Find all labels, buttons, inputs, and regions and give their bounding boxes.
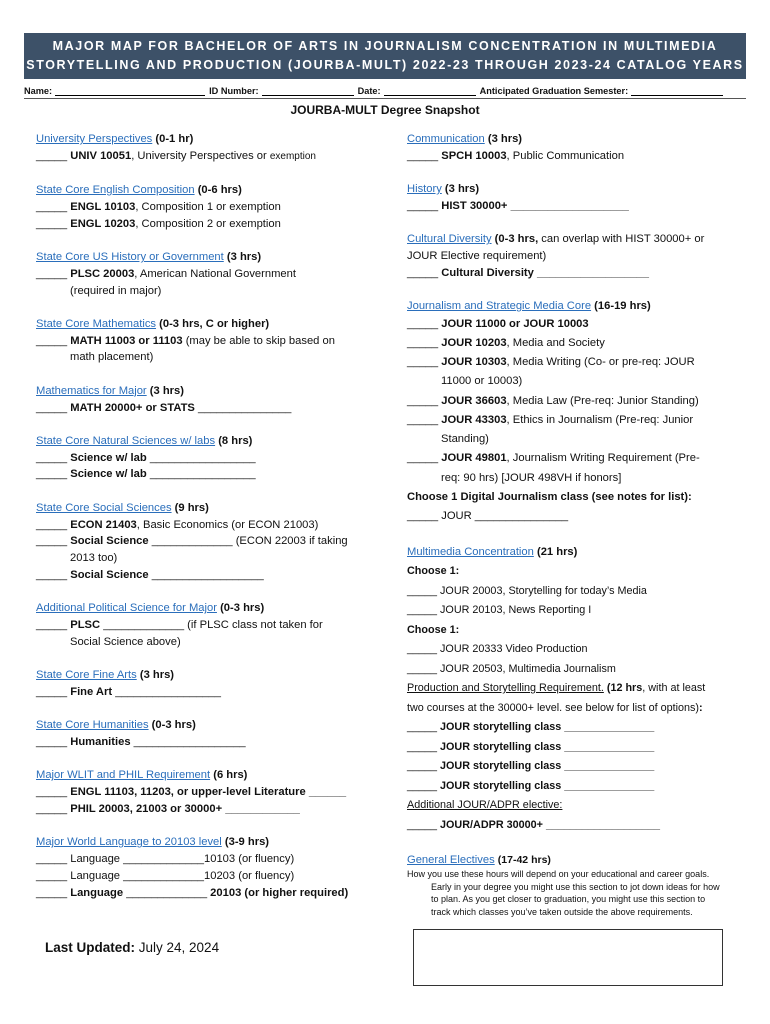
socsci-link[interactable]: State Core Social Sciences <box>36 501 172 514</box>
fill-line: _________________ <box>115 685 221 698</box>
course-desc: , American National Government <box>134 267 296 280</box>
blank: _____ <box>36 535 68 548</box>
core-row-6 <box>407 449 747 468</box>
grad-semester-label: Anticipated Graduation Semester: <box>479 86 629 96</box>
english-link[interactable]: State Core English Composition <box>36 184 195 197</box>
multimedia-link[interactable]: Multimedia Concentration <box>407 545 534 558</box>
finearts-row <box>36 684 376 701</box>
core-row-7 <box>407 507 747 526</box>
humanities-hours: (0-3 hrs) <box>151 719 196 732</box>
multimedia-a2 <box>407 601 747 621</box>
language-hours: (3-9 hrs) <box>224 836 270 849</box>
last-updated-date: July 24, 2024 <box>135 940 220 955</box>
multimedia-a1 <box>407 582 747 602</box>
course-desc: , Journalism Writing Requirement (Pre- <box>506 452 700 465</box>
right-column <box>407 131 747 935</box>
student-info-line <box>24 86 746 99</box>
fill-line: _______________ <box>471 509 569 522</box>
course-desc: JOUR 20003, Storytelling for today’s Media <box>440 584 647 597</box>
course-code: Language <box>70 853 121 865</box>
blank: _____ <box>36 568 68 581</box>
blank: _____ <box>407 721 438 734</box>
section-english-composition <box>36 182 376 232</box>
math-hours: (0-3 hrs, C or higher) <box>159 317 270 330</box>
course-desc: JOUR 20103, News Reporting I <box>440 604 592 617</box>
electives-description <box>407 868 747 918</box>
blank: _____ <box>36 267 68 280</box>
blank: _____ <box>407 818 438 831</box>
blank: _____ <box>36 451 68 464</box>
section-mathematics <box>36 316 376 366</box>
electives-text-1: How you use these hours will depend on your educational and career goals. <box>407 869 710 880</box>
title-banner <box>24 33 746 79</box>
ushistory-row <box>36 266 376 283</box>
core-row-3-cont: 11000 or 10003) <box>441 375 523 388</box>
course-code: Language <box>70 886 124 899</box>
course-code: JOUR 49801 <box>441 452 507 465</box>
last-updated <box>45 940 219 955</box>
natsci-row-1 <box>36 450 376 467</box>
course-desc: , Ethics in Journalism (Pre-req: Junior <box>506 413 694 426</box>
course-code: ENGL 11103, 11203, or upper-level Literature ______ <box>70 786 347 799</box>
course-code: JOUR 10203 <box>441 337 507 350</box>
communication-hours: (3 hrs) <box>487 133 523 145</box>
production-colon: : <box>698 701 703 714</box>
storytelling-row-3 <box>407 757 747 777</box>
course-desc: , Composition 2 or exemption <box>135 217 281 230</box>
wlit-row-2 <box>36 801 376 818</box>
blank: _____ <box>36 401 68 414</box>
course-code: MATH 20000+ or STATS <box>70 401 195 414</box>
production-hours: (12 hrs <box>603 682 643 695</box>
blank: _____ <box>36 786 68 799</box>
blank: _____ <box>407 584 438 597</box>
blank: _____ <box>36 886 68 899</box>
production-heading: Production and Storytelling Requirement. <box>407 682 604 695</box>
natsci-row-2 <box>36 466 376 483</box>
core-row-2 <box>407 334 747 353</box>
core-row-3 <box>407 353 747 372</box>
course-desc-small: exemption <box>269 150 316 162</box>
fill-line: _____________ <box>151 535 233 548</box>
additional-elective-head: Additional JOUR/ADPR elective: <box>407 799 563 812</box>
blank: _____ <box>36 802 68 815</box>
history-hours: (3 hrs) <box>444 183 480 196</box>
additional-elective-row <box>407 816 747 836</box>
course-code: JOUR/ADPR 30000+ ___________________ <box>440 818 661 831</box>
course-desc: (may be able to skip based on <box>182 334 335 347</box>
course-code: JOUR <box>441 509 472 522</box>
wlit-link[interactable]: Major WLIT and PHIL Requirement <box>36 769 211 782</box>
humanities-link[interactable]: State Core Humanities <box>36 719 149 732</box>
course-desc: JOUR 20503, Multimedia Journalism <box>440 662 616 675</box>
course-code: HIST 30000+ <box>441 199 508 212</box>
section-natural-sciences <box>36 433 376 483</box>
blank: _____ <box>36 853 68 865</box>
univ-hours: (0-1 hr) <box>155 133 194 145</box>
blank: _____ <box>36 200 68 213</box>
polisci-hours: (0-3 hrs) <box>220 602 265 615</box>
electives-link[interactable]: General Electives <box>407 853 495 866</box>
ushistory-link[interactable]: State Core US History or Government <box>36 250 224 263</box>
course-code: JOUR storytelling class _______________ <box>440 760 655 773</box>
socsci-row-1 <box>36 517 376 534</box>
blank: _____ <box>407 149 439 162</box>
multimedia-hours: (21 hrs) <box>536 545 578 558</box>
course-code: Science w/ lab <box>70 451 147 464</box>
blank: _____ <box>36 518 68 531</box>
course-code: Cultural Diversity <box>441 266 534 279</box>
course-code: PHIL 20003, 21003 or 30000+ ____________ <box>70 802 300 815</box>
section-social-sciences <box>36 500 376 584</box>
multimedia-b1 <box>407 640 747 660</box>
blank: _____ <box>407 509 439 522</box>
section-us-history <box>36 249 376 299</box>
name-field[interactable] <box>55 86 205 96</box>
blank: _____ <box>407 394 439 407</box>
blank: _____ <box>407 199 439 212</box>
course-desc: , Basic Economics (or ECON 21003) <box>136 518 319 531</box>
natsci-hours: (8 hrs) <box>218 434 253 447</box>
math-row-cont: math placement) <box>70 351 154 364</box>
course-code: Social Science <box>70 535 149 548</box>
course-code: JOUR storytelling class _______________ <box>440 779 655 792</box>
section-math-for-major <box>36 383 376 417</box>
history-link[interactable]: History <box>407 183 442 196</box>
blank: _____ <box>407 604 438 617</box>
ushistory-hours: (3 hrs) <box>226 250 262 263</box>
course-code: MATH 11003 or 11103 <box>70 334 183 347</box>
course-code: SPCH 10003 <box>441 149 507 162</box>
course-desc: , Media and Society <box>506 337 605 350</box>
mathmajor-row <box>36 400 376 417</box>
course-code: Fine Art <box>70 685 113 698</box>
wlit-hours: (6 hrs) <box>213 769 248 782</box>
course-desc: (ECON 22003 if taking <box>232 535 348 548</box>
fill-line: _____________ <box>103 619 185 632</box>
fill-line: _____________ <box>123 869 205 882</box>
language-row-1 <box>36 851 376 868</box>
polisci-row-cont: Social Science above) <box>70 635 181 648</box>
course-desc: , Media Law (Pre-req: Junior Standing) <box>506 394 699 407</box>
blank: _____ <box>407 760 438 773</box>
blank: _____ <box>407 452 439 465</box>
storytelling-row-4 <box>407 777 747 797</box>
course-desc: 20103 (or higher required) <box>207 886 349 899</box>
fill-line: __________________ <box>133 736 246 749</box>
degree-snapshot-title: JOURBA-MULT Degree Snapshot <box>290 103 480 117</box>
course-code: ECON 21403 <box>70 518 137 531</box>
language-row-3 <box>36 885 376 902</box>
core-hours: (16-19 hrs) <box>594 300 651 313</box>
title-line-1: MAJOR MAP FOR BACHELOR OF ARTS IN JOURNALISM CONCENTRATION IN MULTIMEDIA <box>52 39 718 53</box>
date-field[interactable] <box>384 86 476 96</box>
univ-link[interactable]: University Perspectives <box>36 133 153 145</box>
core-row-5-cont: Standing) <box>441 433 489 446</box>
section-communication <box>407 131 747 165</box>
polisci-row <box>36 617 376 634</box>
digital-journalism-choose: Choose 1 Digital Journalism class (see notes for list): <box>407 490 692 503</box>
production-note-cont: two courses at the 30000+ level. see below for list of options) <box>407 701 699 714</box>
blank: _____ <box>407 413 439 426</box>
production-requirement-cont <box>407 699 747 719</box>
id-number-field[interactable] <box>262 86 354 96</box>
socsci-hours: (9 hrs) <box>174 501 209 514</box>
mathmajor-hours: (3 hrs) <box>149 384 184 397</box>
course-desc: (if PLSC class not taken for <box>184 619 323 632</box>
course-code: JOUR 10303 <box>441 356 507 369</box>
section-history <box>407 181 747 215</box>
course-desc: , Public Communication <box>506 149 625 162</box>
course-code: PLSC 20003 <box>70 267 135 280</box>
title-line-2: STORYTELLING AND PRODUCTION (JOURBA-MULT) 2022-23 THROUGH 2023-24 CATALOG YEARS <box>26 58 744 72</box>
notes-box[interactable] <box>413 929 723 986</box>
course-code: ENGL 10203 <box>70 217 136 230</box>
fill-line: _________________ <box>149 451 256 464</box>
section-cultural-diversity <box>407 231 747 281</box>
fill-line: __________________ <box>151 568 264 581</box>
english-row-1 <box>36 199 376 216</box>
course-desc: 10103 (or fluency) <box>204 853 295 865</box>
blank: _____ <box>407 356 439 369</box>
left-column <box>36 131 376 918</box>
electives-text-3: to plan. As you get closer to graduation, you might use this section to <box>431 894 706 905</box>
electives-text-4: track which classes you’ve taken outside the above requirements. <box>431 906 693 917</box>
course-code: JOUR storytelling class _______________ <box>440 740 655 753</box>
blank: _____ <box>407 740 438 753</box>
storytelling-row-1 <box>407 718 747 738</box>
cultdiv-hours: (0-3 hrs, <box>494 233 539 246</box>
cultdiv-note: can overlap with HIST 30000+ or <box>538 233 705 246</box>
blank: _____ <box>407 662 438 675</box>
name-label: Name: <box>24 86 53 96</box>
socsci-row-2-cont: 2013 too) <box>70 552 118 565</box>
blank: _____ <box>36 334 68 347</box>
electives-text-2: Early in your degree you might use this section to jot down ideas for how <box>431 881 720 892</box>
course-code: UNIV 10051 <box>70 149 132 162</box>
section-wlit-phil <box>36 767 376 817</box>
section-multimedia-concentration <box>407 543 747 836</box>
history-row <box>407 198 747 215</box>
course-code: JOUR 11000 or JOUR 10003 <box>441 317 589 330</box>
course-desc: , University Perspectives or <box>131 149 270 162</box>
socsci-row-3 <box>36 567 376 584</box>
course-desc: , Composition 1 or exemption <box>135 200 281 213</box>
blank: _____ <box>36 685 68 698</box>
course-code: ENGL 10103 <box>70 200 136 213</box>
ushistory-row-cont: (required in major) <box>70 284 162 297</box>
section-university-perspectives <box>36 131 376 166</box>
english-row-2 <box>36 216 376 233</box>
blank: _____ <box>36 217 68 230</box>
core-link[interactable]: Journalism and Strategic Media Core <box>407 300 592 313</box>
electives-hours: (17-42 hrs) <box>497 853 551 866</box>
language-row-2 <box>36 868 376 885</box>
cultdiv-row <box>407 265 747 282</box>
blank: _____ <box>407 266 439 279</box>
production-note: , with at least <box>642 682 706 695</box>
blank: _____ <box>36 468 68 481</box>
course-code: Science w/ lab <box>70 468 147 481</box>
univ-row <box>36 148 376 166</box>
section-political-science <box>36 600 376 650</box>
humanities-row <box>36 734 376 751</box>
id-label: ID Number: <box>209 86 259 96</box>
communication-row <box>407 148 747 165</box>
course-desc: 10203 (or fluency) <box>204 869 295 882</box>
core-row-6-cont: req: 90 hrs) [JOUR 498VH if honors] <box>441 471 622 484</box>
finearts-link[interactable]: State Core Fine Arts <box>36 669 137 682</box>
blank: _____ <box>407 779 438 792</box>
blank: _____ <box>36 869 68 882</box>
finearts-hours: (3 hrs) <box>139 669 175 682</box>
course-desc: , Media Writing (Co- or pre-req: JOUR <box>506 356 695 369</box>
core-row-1 <box>407 315 747 334</box>
date-label: Date: <box>357 86 381 96</box>
section-world-language <box>36 834 376 901</box>
multimedia-choose-1: Choose 1: <box>407 565 460 578</box>
multimedia-b2 <box>407 660 747 680</box>
cultdiv-cont: JOUR Elective requirement) <box>407 249 547 262</box>
section-journalism-core <box>407 298 747 526</box>
fill-line: _____________ <box>123 853 205 865</box>
socsci-row-2 <box>36 533 376 550</box>
course-code: Language <box>70 869 121 882</box>
multimedia-choose-2: Choose 1: <box>407 623 460 636</box>
cultdiv-link[interactable]: Cultural Diversity <box>407 233 492 246</box>
core-row-5 <box>407 411 747 430</box>
communication-link[interactable]: Communication <box>407 133 485 145</box>
last-updated-label: Last Updated: <box>45 940 136 955</box>
blank: _____ <box>407 317 439 330</box>
course-code: JOUR 36603 <box>441 394 507 407</box>
math-row <box>36 333 376 350</box>
language-link[interactable]: Major World Language to 20103 level <box>36 836 222 849</box>
english-hours: (0-6 hrs) <box>197 184 242 197</box>
fill-line: _________________ <box>149 468 256 481</box>
production-requirement-head <box>407 679 747 699</box>
section-humanities <box>36 717 376 751</box>
section-general-electives <box>407 852 747 918</box>
course-desc: JOUR 20333 Video Production <box>440 643 588 656</box>
fill-line: _____________ <box>126 886 208 899</box>
blank: _____ <box>407 337 439 350</box>
course-code: JOUR storytelling class _______________ <box>440 721 655 734</box>
mathmajor-link[interactable]: Mathematics for Major <box>36 384 147 397</box>
fill-line: ___________________ <box>507 199 629 212</box>
grad-semester-field[interactable] <box>631 86 723 96</box>
blank: _____ <box>36 736 68 749</box>
wlit-row-1 <box>36 784 376 801</box>
course-code: JOUR 43303 <box>441 413 507 426</box>
section-fine-arts <box>36 667 376 701</box>
natsci-link[interactable]: State Core Natural Sciences w/ labs <box>36 434 216 447</box>
blank: _____ <box>36 619 68 632</box>
course-code: Humanities <box>70 736 131 749</box>
blank: _____ <box>36 149 68 162</box>
fill-line: _______________ <box>198 401 292 414</box>
storytelling-row-2 <box>407 738 747 758</box>
course-code: PLSC <box>70 619 101 632</box>
math-link[interactable]: State Core Mathematics <box>36 317 157 330</box>
polisci-link[interactable]: Additional Political Science for Major <box>36 602 217 615</box>
course-code: Social Science <box>70 568 149 581</box>
blank: _____ <box>407 643 438 656</box>
core-row-4 <box>407 392 747 411</box>
fill-line: __________________ <box>533 266 649 279</box>
